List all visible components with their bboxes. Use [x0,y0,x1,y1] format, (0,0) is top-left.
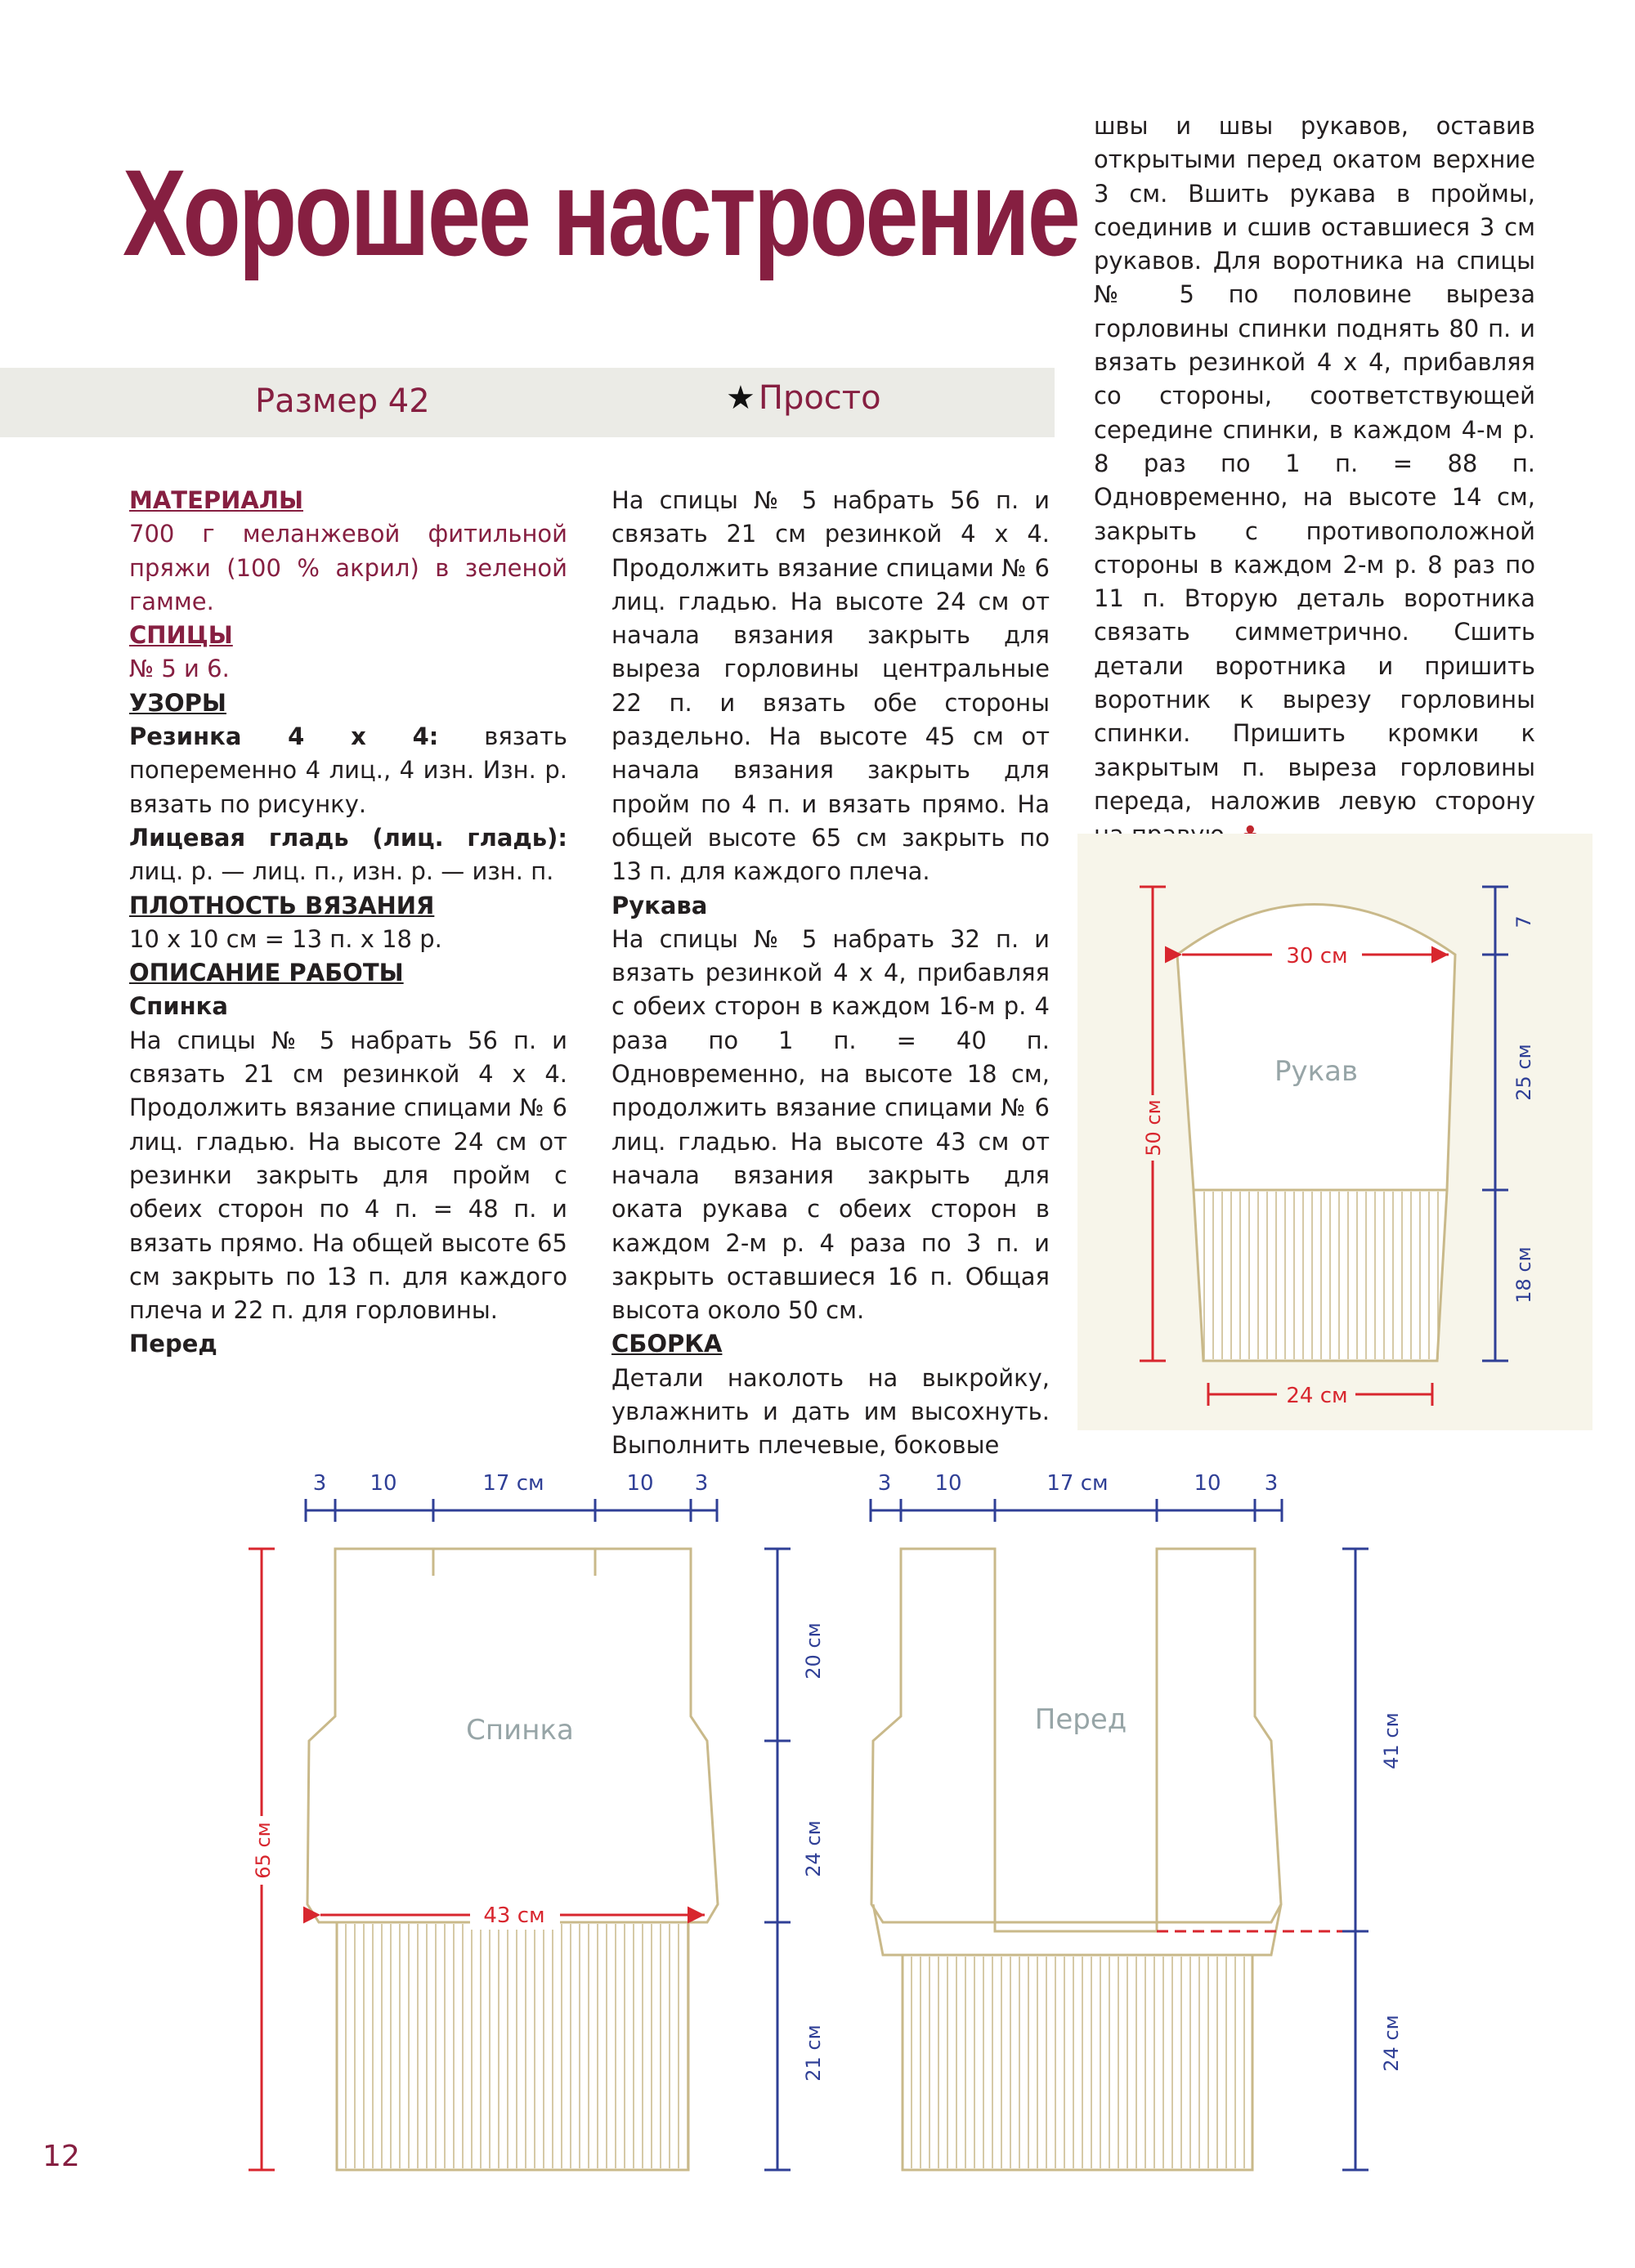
materials-heading: МАТЕРИАЛЫ [129,486,303,514]
sleeve-heading: Рукава [611,891,708,919]
back-top-17: 17 см [482,1471,544,1496]
back-armhole-label: 20 см [802,1622,825,1680]
work-heading: ОПИСАНИЕ РАБОТЫ [129,959,404,987]
sleeve-diagram [1077,834,1592,1430]
page-title: Хорошее настроение [123,144,1078,281]
back-body-label: 24 см [802,1820,825,1877]
front-top-17: 17 см [1046,1471,1109,1496]
back-diagram [249,1471,825,2170]
difficulty-text: Просто [758,379,881,417]
stockinette-label: Лицевая гладь (лиц. гладь): [129,823,567,852]
sleeve-height-label: 50 см [1142,1099,1165,1156]
front-top-3a: 3 [877,1471,892,1496]
front-lower-label: 24 см [1380,2015,1403,2072]
sleeve-rib-label: 18 см [1512,1246,1535,1304]
assembly-heading: СБОРКА [611,1330,723,1358]
sleeve-cuff-label: 24 см [1286,1384,1348,1408]
front-label: Перед [1034,1703,1127,1736]
back-top-3b: 3 [694,1471,709,1496]
back-top-10b: 10 [626,1471,654,1496]
front-upper-label: 41 см [1380,1712,1403,1769]
front-rib [903,1955,1252,2170]
size-label: Размер 42 [255,382,430,420]
assembly-text-2-body: швы и швы рукавов, оставив открытыми перед окатом верхние 3 см. Вшить рукава в проймы, соединив и сшив оставшиеся 3 см рукавов. Для воротника на спицы № 5 по половине выреза горловины спинки поднять 80 п. и вязать резинкой 4 х 4, прибавляя со стороны, соответствующей середине спинки, в каждом 4-м р. 8 раз по 1 п. = 88 п. Одновременно, на высоте 14 см, закрыть с противоположной стороны в каждом 2-м р. 8 раз по 11 п. Вторую деталь воротника связать симметрично. Сшить детали воротника и пришить воротник к вырезу горловины спинки. Пришить кромки к закрытым п. выреза горловины переда, наложив левую сторону [1094,112,1535,815]
front-top-10b: 10 [1194,1471,1221,1496]
needles-heading: СПИЦЫ [129,621,233,650]
rib-text: вязать попеременно 4 лиц., 4 изн. Изн. р. вязать по рисунку. [129,722,567,818]
back-heading: Спинка [129,992,228,1021]
front-top-10a: 10 [934,1471,962,1496]
back-rib [337,1922,688,2170]
patterns-heading: УЗОРЫ [129,688,226,717]
materials-text: 700 г меланжевой фитильной пряжи (100 % акрил) в зеленой гамме. [129,520,567,615]
back-label: Спинка [466,1714,574,1747]
rib-label: Резинка 4 х 4: [129,722,439,751]
front-text: На спицы № 5 набрать 56 п. и связать 21 см резинкой 4 х 4. Продолжить вязание спицами № 6 лиц. гладью. На высоте 24 см от начала вязания закрыть для выреза горловины центральные 22 п. и вязать обе стороны раздельно. На высоте 45 см от начала вязания закрыть для пройм по 4 п. и вязать прямо. На общей высоте 65 см закрыть по 13 п. для каждого плеча. [611,486,1050,886]
back-height-label: 65 см [252,1822,275,1879]
back-top-10a: 10 [370,1471,397,1496]
page-number: 12 [43,2140,80,2173]
sleeve-text: На спицы № 5 набрать 32 п. и вязать резинкой 4 х 4, прибавляя с обеих сторон в каждом 16-м р. 4 раза по 1 п. = 40 п. Одновременно, на высоте 18 см, продолжить вязание спицами № 6 лиц. гладью. На высоте 43 см от начала вязания закрыть для оката рукава с обеих сторон в каждом 2-м р. 4 раза по 3 п. и закрыть оставшиеся 16 п. Общая высота около 50 см. [611,924,1050,1325]
front-heading: Перед [129,1330,217,1358]
back-width-label: 43 см [483,1903,545,1928]
needles-text: № 5 и 6. [129,655,230,683]
sleeve-label: Рукав [1274,1055,1359,1088]
density-heading: ПЛОТНОСТЬ ВЯЗАНИЯ [129,891,435,919]
front-outline [871,1549,1281,1931]
front-diagram [871,1471,1403,2170]
front-top-3b: 3 [1264,1471,1279,1496]
back-text: На спицы № 5 набрать 56 п. и связать 21 см резинкой 4 х 4. Продолжить вязание спицами № 6 лиц. гладью. На высоте 24 см от резинки закрыть для пройм с обеих сторон по 4 п. = 48 п. и вязать прямо. На общей высоте 65 см закрыть по 13 п. для каждого плеча и 22 п. для горловины. [129,1026,567,1325]
back-top-3a: 3 [312,1471,327,1496]
sleeve-cap-label: 7 [1512,915,1535,928]
star-icon: ★ [726,379,755,417]
density-text: 10 х 10 см = 13 п. х 18 р. [129,924,442,953]
sleeve-body-label: 25 см [1512,1044,1535,1101]
sleeve-width-label: 30 см [1286,944,1348,968]
stockinette-text: лиц. р. — лиц. п., изн. р. — изн. п. [129,857,554,886]
back-rib-label: 21 см [802,2024,825,2082]
assembly-text-1: Детали наколоть на выкройку, увлажнить и дать им высохнуть. Выполнить плечевые, боковые [611,1363,1050,1460]
